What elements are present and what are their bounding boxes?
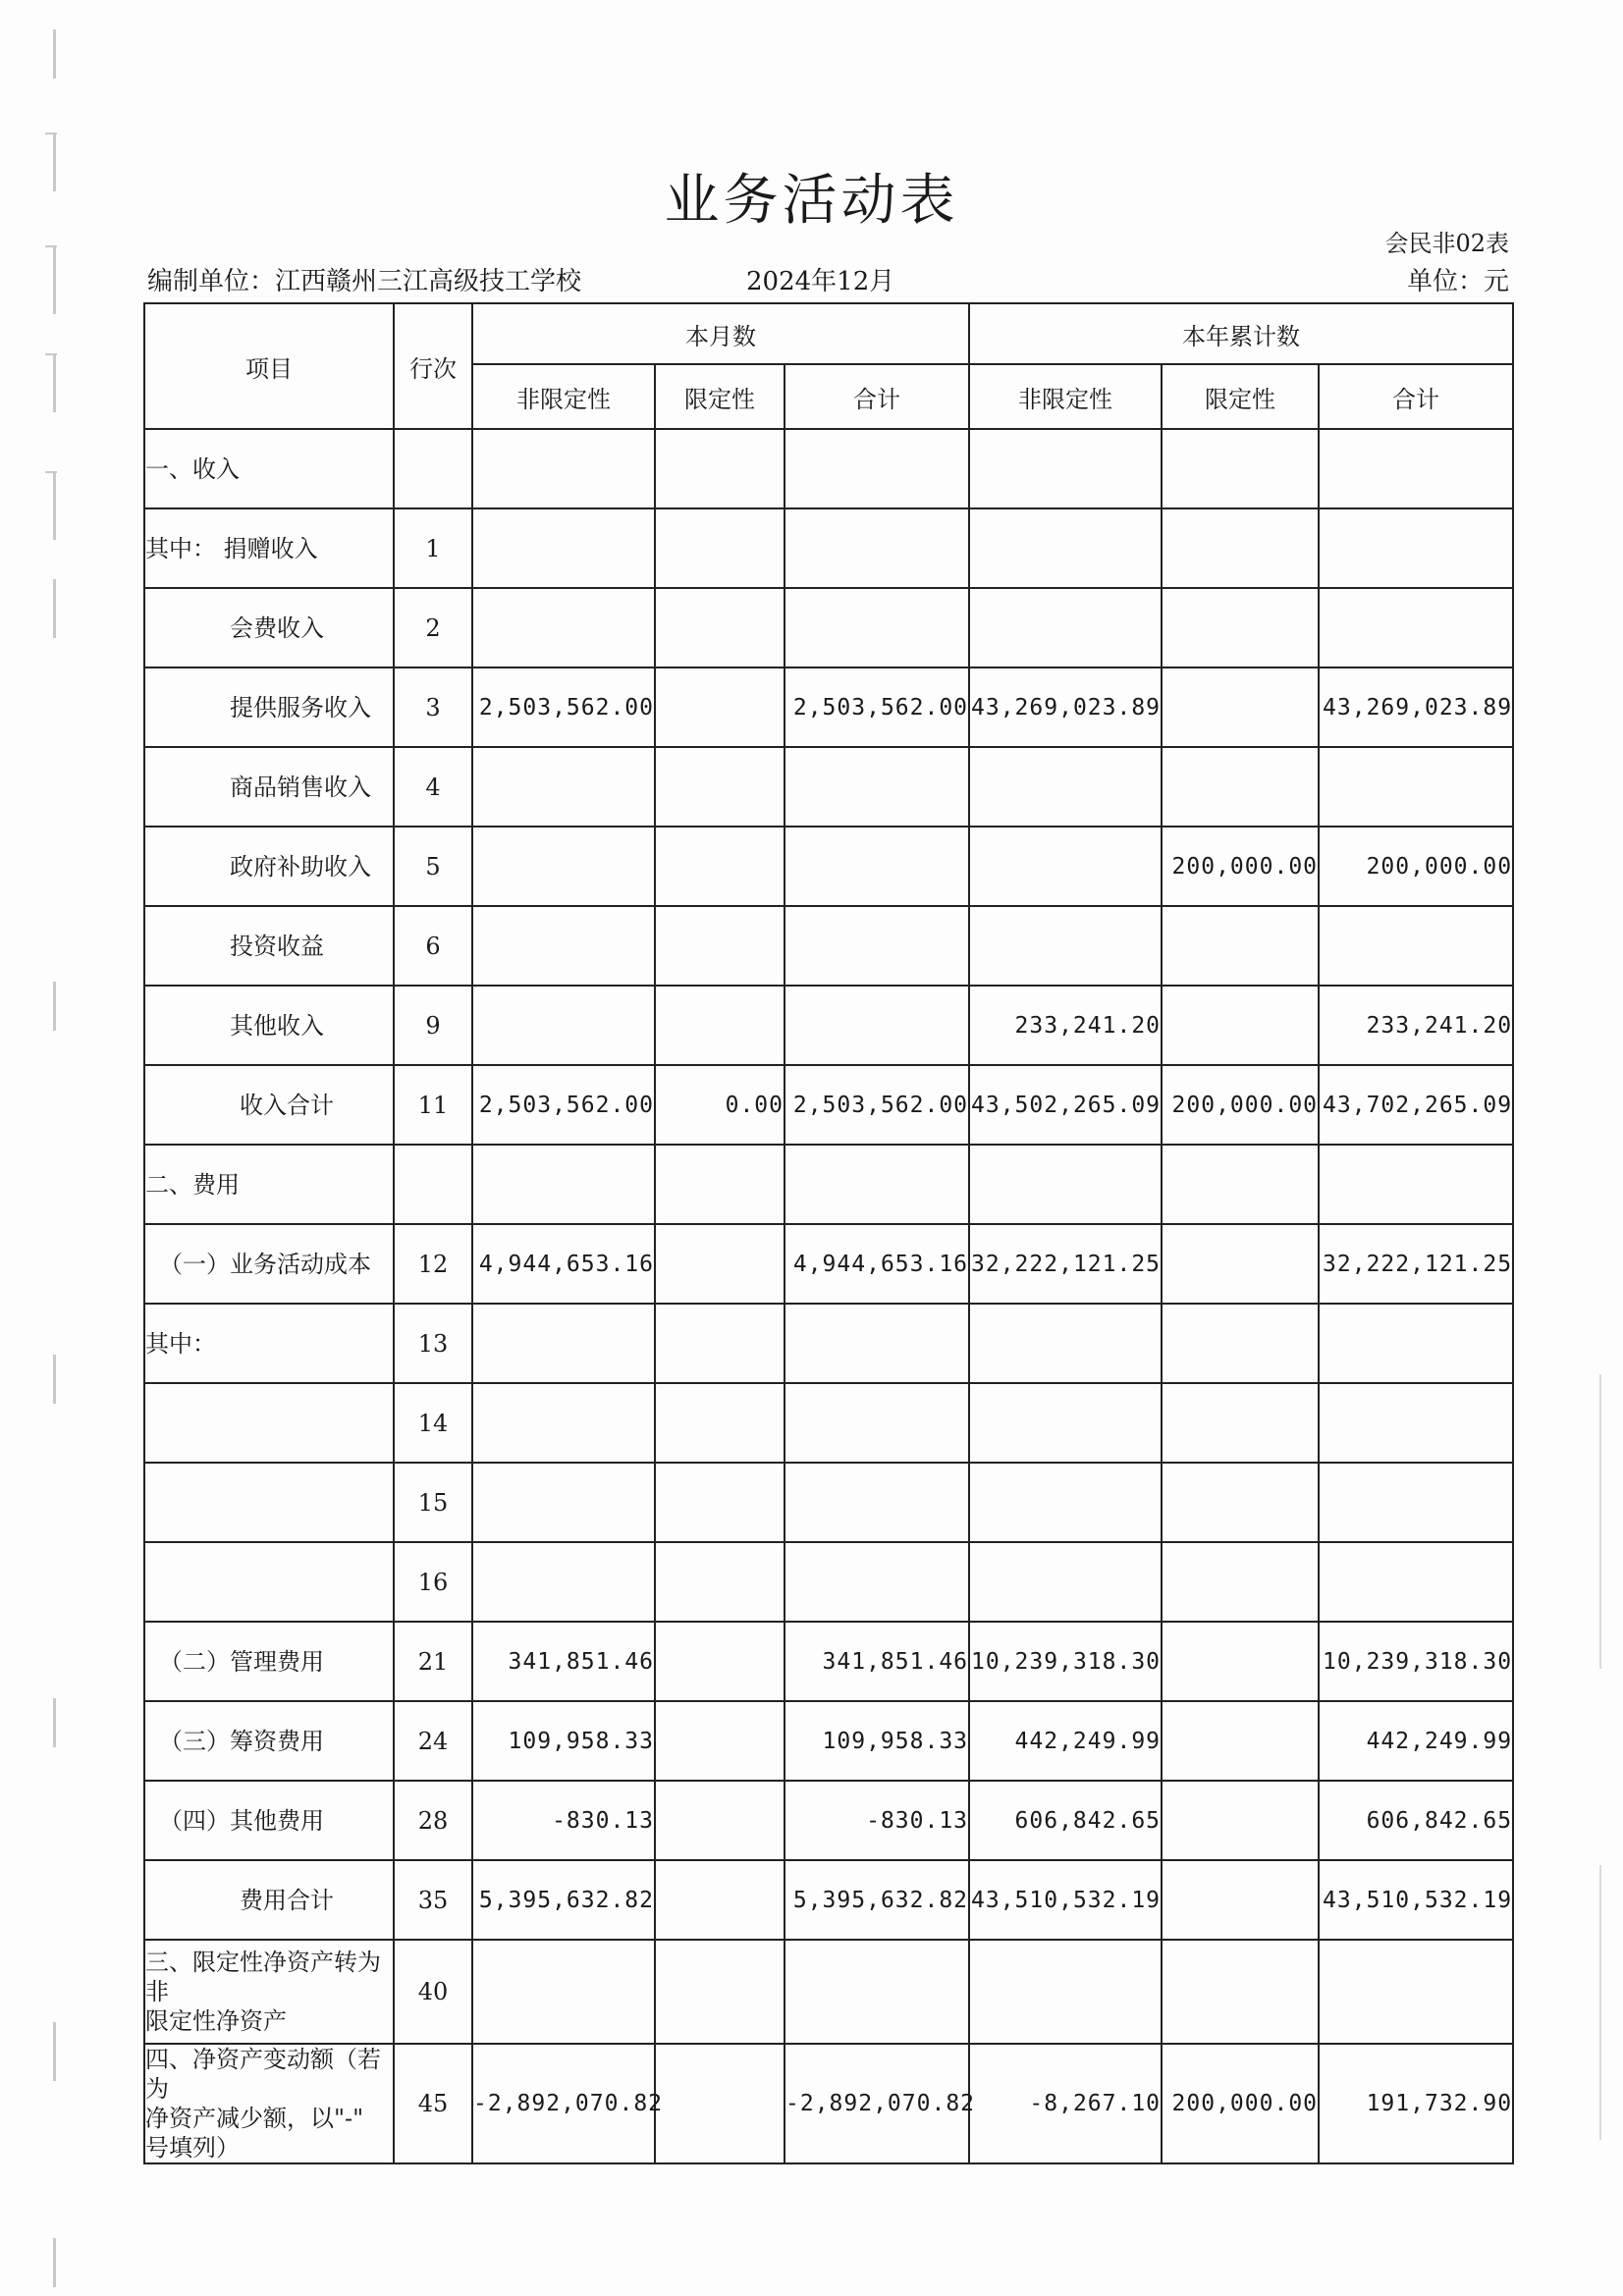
form-code: 会民非02表: [1384, 230, 1509, 257]
cell-ytd-total: [1319, 508, 1513, 588]
cell-ytd-unrestricted: [969, 827, 1162, 906]
cell-month-unrestricted: -2,892,070.82: [472, 2044, 655, 2163]
cell-ytd-unrestricted: [969, 1542, 1162, 1622]
scan-edge-mark: [53, 579, 56, 638]
cell-month-total: 2,503,562.00: [784, 667, 969, 747]
cell-ytd-restricted: [1162, 429, 1319, 508]
row-line-number: 4: [394, 747, 472, 827]
scan-edge-mark: [53, 29, 56, 79]
cell-month-restricted: [655, 2044, 784, 2163]
cell-month-total: [784, 429, 969, 508]
row-item-label: 二、费用: [144, 1145, 394, 1224]
scan-edge-mark: [53, 982, 56, 1031]
row-line-number: 28: [394, 1781, 472, 1860]
table-row: [144, 1145, 1513, 1224]
cell-ytd-unrestricted: 43,502,265.09: [969, 1065, 1162, 1145]
cell-month-unrestricted: [472, 827, 655, 906]
activity-statement-table: [143, 302, 1514, 2164]
currency-unit: 单位：元: [1406, 267, 1509, 296]
cell-ytd-total: [1319, 1383, 1513, 1463]
table-row: [144, 667, 1513, 747]
table-row: [144, 1065, 1513, 1145]
row-item-label: 会费收入: [144, 588, 394, 667]
col-header-month-unrestricted: 非限定性: [472, 364, 655, 429]
cell-ytd-total: 200,000.00: [1319, 827, 1513, 906]
row-line-number: 24: [394, 1701, 472, 1781]
cell-ytd-restricted: [1162, 1701, 1319, 1781]
cell-ytd-total: 10,239,318.30: [1319, 1622, 1513, 1701]
cell-month-restricted: [655, 1940, 784, 2044]
cell-ytd-restricted: [1162, 1940, 1319, 2044]
col-header-month-restricted: 限定性: [655, 364, 784, 429]
cell-month-total: [784, 588, 969, 667]
cell-ytd-restricted: [1162, 667, 1319, 747]
table-row: [144, 508, 1513, 588]
row-line-number: 15: [394, 1463, 472, 1542]
table-row: [144, 1701, 1513, 1781]
row-line-number: 13: [394, 1304, 472, 1383]
table-row: [144, 986, 1513, 1065]
scan-edge-mark: [53, 471, 56, 540]
cell-ytd-unrestricted: [969, 1145, 1162, 1224]
row-item-label: [144, 1542, 394, 1622]
cell-month-restricted: [655, 429, 784, 508]
cell-ytd-restricted: [1162, 1145, 1319, 1224]
col-header-month-total: 合计: [784, 364, 969, 429]
col-header-ytd-total: 合计: [1319, 364, 1513, 429]
row-line-number: 9: [394, 986, 472, 1065]
row-line-number: 21: [394, 1622, 472, 1701]
cell-month-unrestricted: 341,851.46: [472, 1622, 655, 1701]
cell-month-unrestricted: [472, 1940, 655, 2044]
cell-ytd-unrestricted: -8,267.10: [969, 2044, 1162, 2163]
cell-ytd-restricted: [1162, 1781, 1319, 1860]
col-header-this-month: 本月数: [472, 303, 969, 364]
row-item-label: [144, 1463, 394, 1542]
cell-ytd-unrestricted: [969, 1463, 1162, 1542]
cell-month-total: [784, 1463, 969, 1542]
cell-month-unrestricted: [472, 986, 655, 1065]
cell-month-total: [784, 1542, 969, 1622]
scan-edge-tick: [45, 471, 57, 473]
cell-ytd-total: [1319, 747, 1513, 827]
cell-month-total: 4,944,653.16: [784, 1224, 969, 1304]
table-row: [144, 1383, 1513, 1463]
row-line-number: 40: [394, 1940, 472, 2044]
row-line-number: 6: [394, 906, 472, 986]
cell-month-total: [784, 1145, 969, 1224]
cell-ytd-restricted: [1162, 508, 1319, 588]
table-row: [144, 906, 1513, 986]
col-header-ytd-unrestricted: 非限定性: [969, 364, 1162, 429]
cell-ytd-total: 43,702,265.09: [1319, 1065, 1513, 1145]
cell-month-unrestricted: [472, 1304, 655, 1383]
cell-ytd-total: 442,249.99: [1319, 1701, 1513, 1781]
scan-edge-tick: [45, 245, 57, 247]
cell-month-restricted: [655, 1860, 784, 1940]
cell-ytd-restricted: [1162, 1463, 1319, 1542]
cell-month-unrestricted: [472, 747, 655, 827]
row-item-label: 费用合计: [144, 1860, 394, 1940]
table-row: [144, 827, 1513, 906]
row-item-label: （三）筹资费用: [144, 1701, 394, 1781]
cell-month-unrestricted: 2,503,562.00: [472, 1065, 655, 1145]
cell-ytd-total: [1319, 588, 1513, 667]
cell-ytd-restricted: [1162, 1224, 1319, 1304]
scan-edge-mark: [53, 1355, 56, 1404]
table-row: [144, 1224, 1513, 1304]
row-item-label: 其他收入: [144, 986, 394, 1065]
cell-ytd-unrestricted: [969, 1383, 1162, 1463]
cell-ytd-unrestricted: [969, 1304, 1162, 1383]
row-line-number: [394, 429, 472, 508]
cell-month-unrestricted: [472, 429, 655, 508]
cell-month-restricted: [655, 667, 784, 747]
cell-month-total: [784, 747, 969, 827]
row-line-number: 2: [394, 588, 472, 667]
cell-month-total: 2,503,562.00: [784, 1065, 969, 1145]
cell-month-unrestricted: [472, 1145, 655, 1224]
cell-ytd-unrestricted: [969, 429, 1162, 508]
row-item-label: （二）管理费用: [144, 1622, 394, 1701]
cell-month-unrestricted: [472, 906, 655, 986]
cell-ytd-restricted: [1162, 986, 1319, 1065]
row-item-label: 其中： 捐赠收入: [144, 508, 394, 588]
cell-ytd-total: [1319, 1463, 1513, 1542]
table-row: [144, 1622, 1513, 1701]
scan-edge-mark: [53, 2022, 56, 2081]
cell-month-restricted: [655, 1701, 784, 1781]
scan-edge-mark: [1599, 1374, 1601, 1669]
cell-ytd-unrestricted: [969, 1940, 1162, 2044]
table-row: [144, 1860, 1513, 1940]
row-line-number: 16: [394, 1542, 472, 1622]
col-header-ytd-restricted: 限定性: [1162, 364, 1319, 429]
cell-month-unrestricted: [472, 588, 655, 667]
page-title: 业务活动表: [664, 169, 959, 233]
cell-month-unrestricted: 5,395,632.82: [472, 1860, 655, 1940]
cell-ytd-restricted: [1162, 1542, 1319, 1622]
cell-month-unrestricted: [472, 1542, 655, 1622]
cell-ytd-unrestricted: [969, 906, 1162, 986]
cell-month-unrestricted: 4,944,653.16: [472, 1224, 655, 1304]
cell-ytd-total: [1319, 906, 1513, 986]
cell-month-total: [784, 1940, 969, 2044]
cell-ytd-total: [1319, 429, 1513, 508]
cell-month-unrestricted: [472, 1383, 655, 1463]
cell-ytd-restricted: [1162, 588, 1319, 667]
cell-ytd-unrestricted: 606,842.65: [969, 1781, 1162, 1860]
cell-ytd-total: [1319, 1304, 1513, 1383]
table-row: [144, 1781, 1513, 1860]
row-line-number: 14: [394, 1383, 472, 1463]
cell-month-restricted: [655, 508, 784, 588]
cell-month-restricted: [655, 827, 784, 906]
row-item-label: （一）业务活动成本: [144, 1224, 394, 1304]
row-item-label: 三、限定性净资产转为非 限定性净资产: [144, 1940, 394, 2044]
cell-ytd-unrestricted: 233,241.20: [969, 986, 1162, 1065]
row-item-label: [144, 1383, 394, 1463]
row-line-number: 45: [394, 2044, 472, 2163]
cell-month-unrestricted: 2,503,562.00: [472, 667, 655, 747]
cell-month-total: 109,958.33: [784, 1701, 969, 1781]
row-item-label: 政府补助收入: [144, 827, 394, 906]
cell-ytd-total: [1319, 1145, 1513, 1224]
cell-ytd-restricted: 200,000.00: [1162, 827, 1319, 906]
cell-ytd-unrestricted: 32,222,121.25: [969, 1224, 1162, 1304]
cell-month-restricted: [655, 1622, 784, 1701]
col-header-ytd: 本年累计数: [969, 303, 1513, 364]
cell-ytd-total: 43,269,023.89: [1319, 667, 1513, 747]
cell-ytd-restricted: [1162, 1383, 1319, 1463]
cell-month-total: 5,395,632.82: [784, 1860, 969, 1940]
row-line-number: [394, 1145, 472, 1224]
scan-edge-mark: [53, 2238, 56, 2287]
cell-ytd-total: [1319, 1940, 1513, 2044]
row-line-number: 5: [394, 827, 472, 906]
cell-month-unrestricted: 109,958.33: [472, 1701, 655, 1781]
row-line-number: 12: [394, 1224, 472, 1304]
cell-month-restricted: [655, 1383, 784, 1463]
cell-ytd-restricted: [1162, 906, 1319, 986]
cell-ytd-total: 191,732.90: [1319, 2044, 1513, 2163]
table-row: [144, 1463, 1513, 1542]
cell-ytd-unrestricted: [969, 747, 1162, 827]
row-item-label: 一、收入: [144, 429, 394, 508]
cell-ytd-restricted: [1162, 1304, 1319, 1383]
cell-month-restricted: [655, 747, 784, 827]
cell-ytd-unrestricted: 43,510,532.19: [969, 1860, 1162, 1940]
cell-month-restricted: [655, 588, 784, 667]
scan-edge-mark: [53, 1698, 56, 1747]
cell-month-restricted: [655, 906, 784, 986]
scan-edge-mark: [53, 245, 56, 314]
table-row: [144, 747, 1513, 827]
cell-month-restricted: [655, 1463, 784, 1542]
scan-edge-mark: [1599, 1865, 1601, 2140]
table-row: [144, 1542, 1513, 1622]
row-item-label: 提供服务收入: [144, 667, 394, 747]
table-row: [144, 1304, 1513, 1383]
cell-ytd-total: 32,222,121.25: [1319, 1224, 1513, 1304]
cell-month-total: [784, 508, 969, 588]
cell-month-total: -2,892,070.82: [784, 2044, 969, 2163]
cell-month-unrestricted: [472, 1463, 655, 1542]
col-header-line: 行次: [394, 303, 472, 429]
scan-edge-tick: [45, 353, 57, 355]
cell-ytd-restricted: [1162, 747, 1319, 827]
cell-month-restricted: [655, 1145, 784, 1224]
cell-month-total: [784, 1304, 969, 1383]
cell-month-total: [784, 1383, 969, 1463]
cell-month-restricted: [655, 1224, 784, 1304]
row-item-label: 四、净资产变动额（若为 净资产减少额，以"-" 号填列）: [144, 2044, 394, 2163]
cell-month-restricted: [655, 1304, 784, 1383]
cell-month-total: 341,851.46: [784, 1622, 969, 1701]
org-label: 编制单位：江西赣州三江高级技工学校: [147, 267, 582, 296]
row-item-label: （四）其他费用: [144, 1781, 394, 1860]
cell-ytd-unrestricted: [969, 508, 1162, 588]
row-line-number: 11: [394, 1065, 472, 1145]
table-row: [144, 1940, 1513, 2044]
cell-month-total: [784, 986, 969, 1065]
cell-month-unrestricted: -830.13: [472, 1781, 655, 1860]
cell-month-total: [784, 827, 969, 906]
cell-ytd-total: 606,842.65: [1319, 1781, 1513, 1860]
cell-ytd-unrestricted: [969, 588, 1162, 667]
row-item-label: 商品销售收入: [144, 747, 394, 827]
row-item-label: 收入合计: [144, 1065, 394, 1145]
col-header-item: 项目: [144, 303, 394, 429]
report-meta: [147, 261, 1509, 296]
row-line-number: 35: [394, 1860, 472, 1940]
row-line-number: 3: [394, 667, 472, 747]
cell-ytd-restricted: 200,000.00: [1162, 2044, 1319, 2163]
cell-ytd-total: 233,241.20: [1319, 986, 1513, 1065]
cell-month-restricted: [655, 986, 784, 1065]
table-row: [144, 2044, 1513, 2163]
row-line-number: 1: [394, 508, 472, 588]
row-item-label: 其中：: [144, 1304, 394, 1383]
cell-month-total: -830.13: [784, 1781, 969, 1860]
cell-month-restricted: 0.00: [655, 1065, 784, 1145]
cell-ytd-restricted: [1162, 1860, 1319, 1940]
scan-edge-tick: [45, 133, 57, 134]
cell-month-unrestricted: [472, 508, 655, 588]
table-row: [144, 429, 1513, 508]
cell-ytd-unrestricted: 10,239,318.30: [969, 1622, 1162, 1701]
cell-month-restricted: [655, 1781, 784, 1860]
report-period: 2024年12月: [746, 267, 895, 296]
cell-ytd-total: [1319, 1542, 1513, 1622]
cell-ytd-unrestricted: 442,249.99: [969, 1701, 1162, 1781]
cell-month-total: [784, 906, 969, 986]
cell-month-restricted: [655, 1542, 784, 1622]
row-item-label: 投资收益: [144, 906, 394, 986]
scan-edge-mark: [53, 353, 56, 412]
cell-ytd-unrestricted: 43,269,023.89: [969, 667, 1162, 747]
cell-ytd-restricted: 200,000.00: [1162, 1065, 1319, 1145]
table-row: [144, 588, 1513, 667]
cell-ytd-total: 43,510,532.19: [1319, 1860, 1513, 1940]
cell-ytd-restricted: [1162, 1622, 1319, 1701]
